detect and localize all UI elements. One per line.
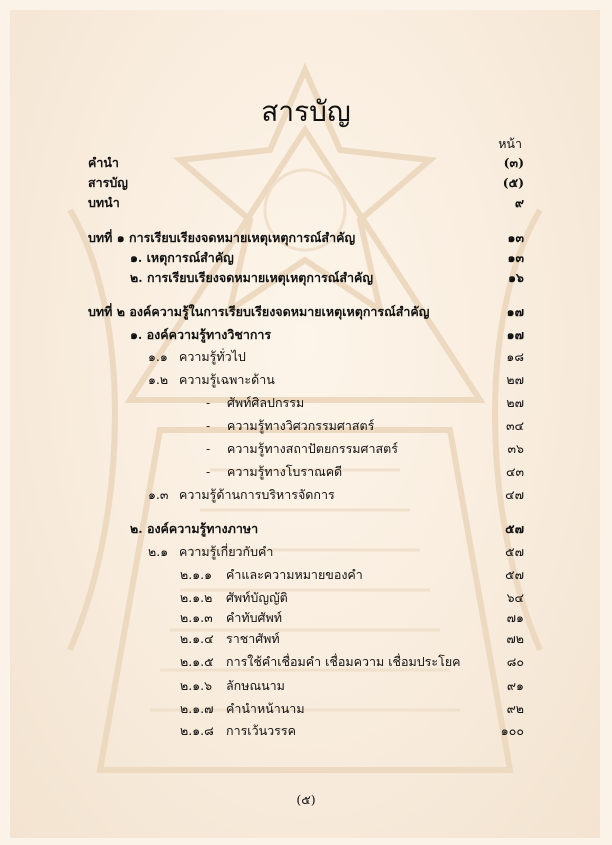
toc-entry-page: ๕๗ [505,521,524,536]
toc-entry-page: ๓๖ [507,441,524,456]
toc-bullet-dash: - [206,441,211,456]
toc-entry-page: ๑๐๐ [500,723,524,738]
toc-entry-label: บทที่ ๒ องค์ความรู้ในการเรียบเรียงจดหมายเหตุเหตุการณ์สำคัญ [88,304,430,319]
toc-entry-label: คำนำหน้านาม [226,701,305,716]
toc-entry-page: ๘๐ [506,654,524,669]
toc-entry-page: ๔๓ [505,464,524,479]
toc-section [0,268,612,288]
toc-entry-page: ๑๘ [506,349,524,364]
toc-section [0,325,612,345]
toc-entry-page: ๑๓ [507,250,524,265]
toc-entry-label: ๑. องค์ความรู้ทางวิชาการ [130,327,272,342]
toc-entry-page: ๙ [514,195,524,210]
toc-entry-page: ๓๔ [505,418,524,433]
toc-subsection [0,347,612,367]
toc-entry-label: ศัพท์ศิลปกรรม [227,395,305,410]
toc-entry-number: ๑.๑ [148,349,168,364]
page-number-footer: (๕) [296,792,316,807]
toc-entry-label: ความรู้เกี่ยวกับคำ [179,544,274,559]
toc-entry-label: ความรู้ทั่วไป [179,349,246,364]
toc-entry-number: ๒.๑.๔ [180,631,214,646]
toc-bullet-item [0,462,612,482]
toc-entry-page: ๑๓ [507,230,524,245]
toc-entry-label: ศัพท์บัญญัติ [226,590,288,605]
toc-entry-page: (๕) [502,175,524,190]
toc-entry-page: ๕๗ [505,544,524,559]
toc-entry-label: ๒. องค์ความรู้ทางภาษา [130,521,259,536]
toc-entry-page: ๙๑ [506,678,524,693]
toc-entry-page: ๒๗ [506,372,524,387]
toc-bullet-item [0,439,612,459]
toc-entry [0,173,612,193]
toc-bullet-item [0,393,612,413]
toc-entry-number: ๒.๑.๗ [180,701,214,716]
toc-entry-page: ๑๖ [508,270,524,285]
toc-entry-page: (๓) [503,155,524,170]
toc-entry-page: ๒๗ [506,395,524,410]
toc-entry [0,153,612,173]
toc-subsubsection [0,588,612,608]
toc-entry-label: บทนำ [88,195,120,210]
toc-entry-label: สารบัญ [88,175,128,190]
toc-entry-label: ความรู้ทางวิศวกรรมศาสตร์ [227,418,375,433]
toc-entry-number: ๒.๑.๒ [180,590,213,605]
toc-entry-number: ๒.๑.๖ [180,678,213,693]
toc-entry-label: ลักษณนาม [226,678,285,693]
toc-entry-number: ๒.๑.๓ [180,610,213,625]
toc-entry-label: บทที่ ๑ การเรียบเรียงจดหมายเหตุเหตุการณ์สำคัญ [88,230,356,245]
toc-subsubsection [0,676,612,696]
toc-section [0,248,612,268]
toc-bullet-item [0,416,612,436]
toc-entry-label: ความรู้ทางสถาปัตยกรรมศาสตร์ [227,441,398,456]
toc-entry-page: ๗๒ [506,631,524,646]
toc-entry-label: การใช้คำเชื่อมคำ เชื่อมความ เชื่อมประโยค [226,654,461,669]
toc-subsubsection [0,652,612,672]
toc-entry-label: คำและความหมายของคำ [226,567,363,582]
toc-entry-page: ๔๗ [505,487,524,502]
toc-entry-number: ๒.๑.๕ [180,654,214,669]
toc-entry-label: คำทับศัพท์ [226,610,282,625]
toc-subsubsection [0,629,612,649]
toc-bullet-dash: - [206,464,211,479]
toc-section [0,519,612,539]
toc-entry-label: ความรู้ด้านการบริหารจัดการ [179,487,335,502]
toc-chapter [0,302,612,322]
toc-entry-label: ความรู้เฉพาะด้าน [179,372,275,387]
toc-entry-page: ๑๗ [506,304,524,319]
toc-entry-number: ๒.๑.๘ [180,723,214,738]
toc-subsubsection [0,699,612,719]
toc-bullet-dash: - [206,395,211,410]
toc-entry-number: ๒.๑ [148,544,169,559]
toc-subsection [0,485,612,505]
toc-entry [0,193,612,213]
toc-entry-label: การเว้นวรรค [226,723,296,738]
toc-entry-page: ๕๗ [505,567,524,582]
toc-entry-label: ความรู้ทางโบราณคดี [227,464,343,479]
page-title: สารบัญ [261,95,351,128]
toc-chapter [0,228,612,248]
toc-entry-page: ๙๒ [506,701,524,716]
page-column-heading-row [0,134,612,154]
toc-subsubsection [0,565,612,585]
toc-bullet-dash: - [206,418,211,433]
toc-entry-page: ๗๑ [506,610,524,625]
toc-entry-label: คำนำ [88,155,119,170]
toc-entry-label: ราชาศัพท์ [226,631,280,646]
toc-entry-label: ๒. การเรียบเรียงจดหมายเหตุเหตุการณ์สำคัญ [130,270,373,285]
toc-entry-label: ๑. เหตุการณ์สำคัญ [130,250,234,265]
page-column-heading: หน้า [498,136,522,151]
toc-entry-number: ๑.๓ [148,487,169,502]
toc-entry-page: ๑๗ [506,327,524,342]
toc-entry-number: ๒.๑.๑ [180,567,213,582]
toc-subsubsection [0,608,612,628]
toc-subsection [0,542,612,562]
toc-entry-page: ๖๔ [506,590,524,605]
toc-subsubsection [0,721,612,741]
toc-entry-number: ๑.๒ [148,372,169,387]
toc-subsection [0,370,612,390]
